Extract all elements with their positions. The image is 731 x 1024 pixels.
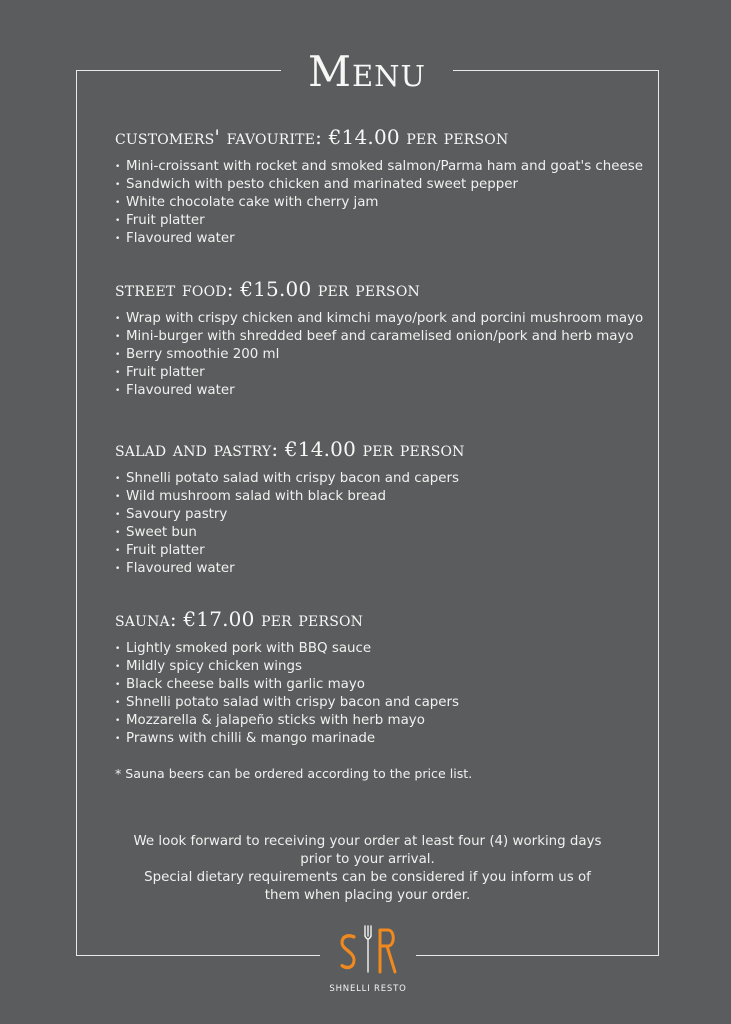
menu-title: Menu — [308, 47, 426, 96]
list-item: • Flavoured water — [115, 382, 675, 400]
footer-line: Special dietary requirements can be considered if you inform us of — [144, 870, 591, 885]
list-item: • Savoury pastry — [115, 506, 675, 524]
section-sauna — [115, 606, 675, 748]
list-item: • Mini-croissant with rocket and smoked salmon/Parma ham and goat's cheese — [115, 158, 675, 176]
logo-wordmark: SHNELLI RESTO — [329, 984, 407, 994]
list-item: • Wild mushroom salad with black bread — [115, 488, 675, 506]
list-item: • Fruit platter — [115, 212, 675, 230]
footer-line: them when placing your order. — [264, 888, 471, 903]
item-list — [115, 310, 675, 400]
list-item: • Mini-burger with shredded beef and caramelised onion/pork and herb mayo — [115, 328, 675, 346]
list-item: • Shnelli potato salad with crispy bacon and capers — [115, 470, 675, 488]
section-heading: street food: €15.00 per person — [115, 277, 420, 301]
item-list — [115, 470, 675, 578]
section-street-food — [115, 276, 675, 400]
item-list — [115, 640, 675, 748]
list-item: • White chocolate cake with cherry jam — [115, 194, 675, 212]
list-item: • Lightly smoked pork with BBQ sauce — [115, 640, 675, 658]
list-item: • Fruit platter — [115, 364, 675, 382]
list-item: • Wrap with crispy chicken and kimchi mayo/pork and porcini mushroom mayo — [115, 310, 675, 328]
section-heading: customers' favourite: €14.00 per person — [115, 125, 509, 149]
list-item: • Prawns with chilli & mango marinade — [115, 730, 675, 748]
footer-line: prior to your arrival. — [300, 852, 435, 867]
list-item: • Flavoured water — [115, 230, 675, 248]
list-item: • Sandwich with pesto chicken and marinated sweet pepper — [115, 176, 675, 194]
sauna-beer-note: * Sauna beers can be ordered according to the price list. — [115, 766, 473, 781]
list-item: • Mildly spicy chicken wings — [115, 658, 675, 676]
list-item: • Berry smoothie 200 ml — [115, 346, 675, 364]
list-item: • Shnelli potato salad with crispy bacon and capers — [115, 694, 675, 712]
section-heading: salad and pastry: €14.00 per person — [115, 437, 465, 461]
section-customers-favourite — [115, 124, 675, 248]
list-item: • Sweet bun — [115, 524, 675, 542]
list-item: • Fruit platter — [115, 542, 675, 560]
footer-line: We look forward to receiving your order at least four (4) working days — [133, 834, 602, 849]
section-salad-and-pastry — [115, 436, 675, 578]
list-item: • Flavoured water — [115, 560, 675, 578]
item-list — [115, 158, 675, 248]
list-item: • Black cheese balls with garlic mayo — [115, 676, 675, 694]
section-heading: sauna: €17.00 per person — [115, 607, 364, 631]
list-item: • Mozzarella & jalapeño sticks with herb mayo — [115, 712, 675, 730]
order-info — [100, 833, 635, 905]
shnelli-resto-logo-icon — [338, 922, 400, 978]
